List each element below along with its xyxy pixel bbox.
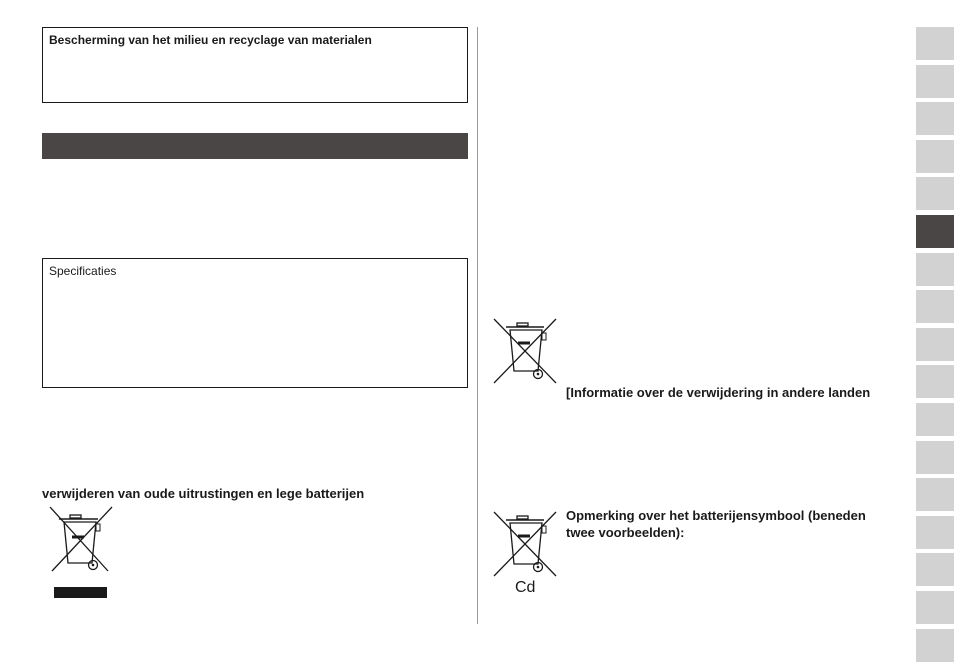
side-tab[interactable] (916, 328, 954, 361)
battery-symbol-note-line2: twee voorbeelden): (566, 525, 685, 540)
side-tab[interactable] (916, 102, 954, 135)
side-tab[interactable] (916, 365, 954, 398)
side-tab[interactable] (916, 290, 954, 323)
cd-symbol-label: Cd (515, 579, 536, 596)
side-tab[interactable] (916, 516, 954, 549)
side-tab[interactable] (916, 140, 954, 173)
side-tab-active[interactable] (916, 215, 954, 248)
side-tab[interactable] (916, 478, 954, 511)
side-tab[interactable] (916, 441, 954, 474)
battery-symbol-note-line1: Opmerking over het batterijensymbool (beneden (566, 508, 866, 523)
other-countries-heading: [Informatie over de verwijdering in andere landen (566, 385, 871, 400)
side-tab[interactable] (916, 177, 954, 210)
disposal-heading: verwijderen van oude uitrustingen en lege batterijen (42, 486, 365, 501)
crossed-out-wheelie-bin-icon (492, 317, 558, 385)
section-header-bar (42, 133, 468, 159)
side-tab[interactable] (916, 253, 954, 286)
side-tab[interactable] (916, 553, 954, 586)
side-tab[interactable] (916, 591, 954, 624)
environment-box (42, 27, 468, 103)
crossed-out-wheelie-bin-icon (492, 510, 558, 578)
side-tab[interactable] (916, 629, 954, 662)
specifications-box (42, 258, 468, 388)
side-tab[interactable] (916, 65, 954, 98)
crossed-out-wheelie-bin-icon (48, 505, 114, 581)
environment-box-title: Bescherming van het milieu en recyclage van materialen (49, 33, 372, 47)
specifications-box-title: Specificaties (49, 264, 117, 278)
side-tab[interactable] (916, 27, 954, 60)
bin-underline-bar (54, 587, 107, 598)
side-tab[interactable] (916, 403, 954, 436)
column-divider (477, 27, 478, 624)
